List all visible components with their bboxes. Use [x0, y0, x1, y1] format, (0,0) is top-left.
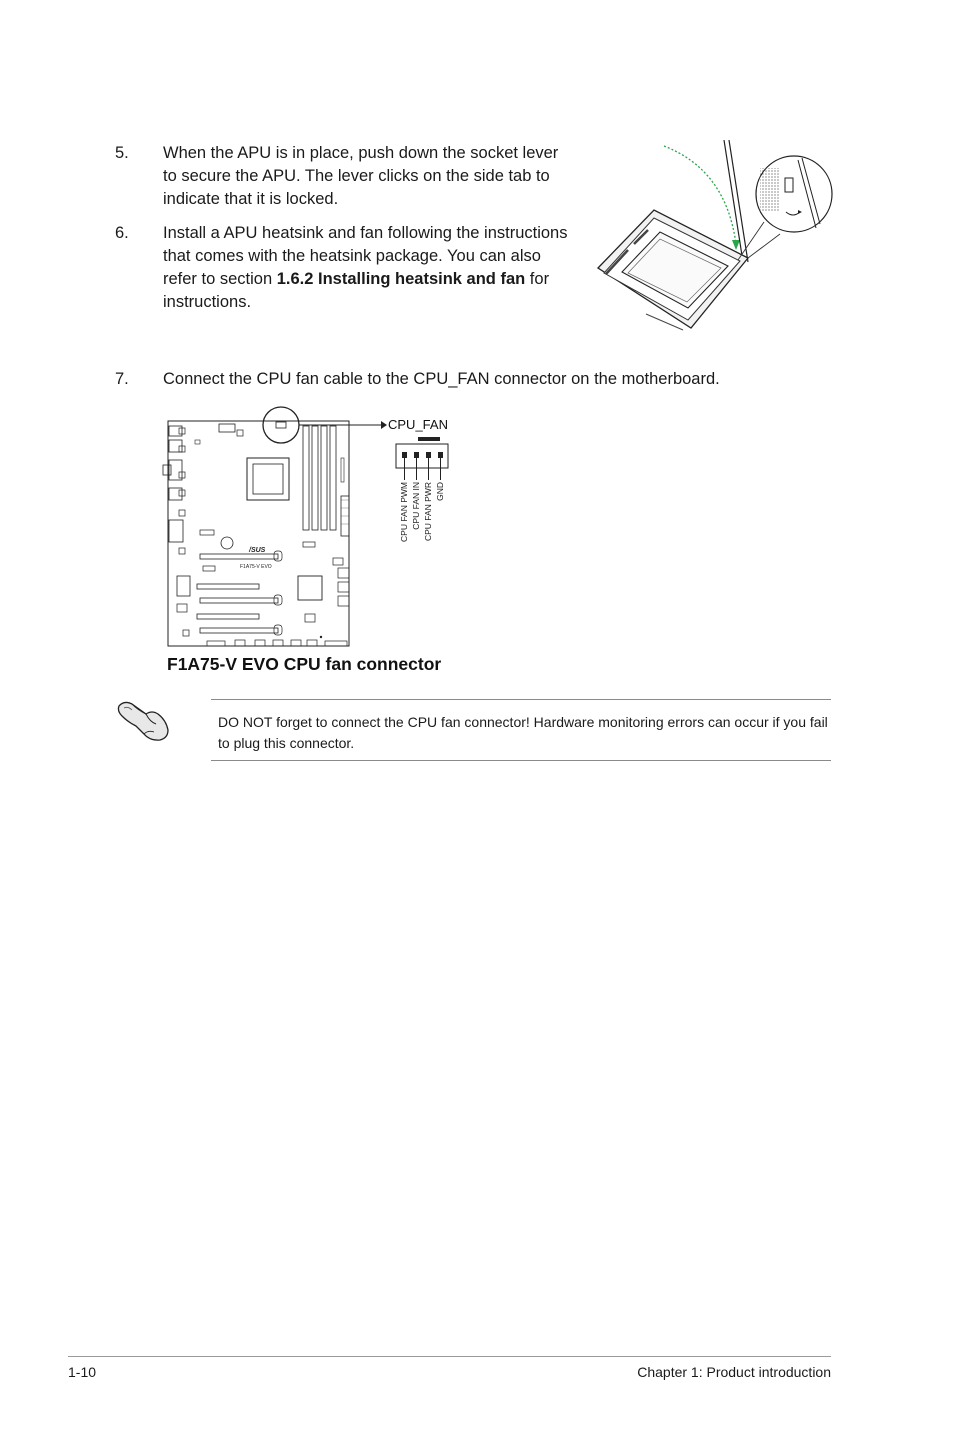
- pin-label: CPU FAN IN: [411, 482, 421, 530]
- step-number: 6.: [115, 224, 129, 242]
- pin-label: GND: [435, 482, 445, 501]
- page-number: 1-10: [68, 1364, 97, 1380]
- note-hand-icon: [116, 696, 170, 742]
- step-text: Connect the CPU fan cable to the CPU_FAN connector on the motherboard.: [163, 370, 720, 388]
- section-reference: 1.6.2 Installing heatsink and fan: [276, 270, 526, 288]
- step-text: [163, 222, 573, 314]
- step-number: 7.: [115, 370, 129, 388]
- figure-caption: F1A75-V EVO CPU fan connector: [167, 654, 442, 674]
- pin-label: CPU FAN PWR: [423, 482, 433, 542]
- connector-label: CPU_FAN: [388, 417, 448, 432]
- step-number: 5.: [115, 144, 129, 162]
- pin-label: CPU FAN PWM: [399, 482, 409, 542]
- board-logo: /SUS: [249, 547, 266, 554]
- chapter-title: Chapter 1: Product introduction: [637, 1364, 831, 1380]
- step-text-part: for instructions.: [163, 270, 550, 311]
- note-box: [211, 699, 831, 761]
- step-text-part: Install a APU heatsink and fan following the instructions that comes with the heatsink package. You can also refer to section: [163, 224, 568, 288]
- footer-divider: [68, 1356, 831, 1357]
- apu-socket-illustration: [588, 140, 838, 340]
- motherboard-diagram: [155, 400, 465, 655]
- note-text: DO NOT forget to connect the CPU fan connector! Hardware monitoring errors can occur if you fail to plug this connector.: [218, 714, 828, 751]
- board-model: F1A75-V EVO: [240, 564, 272, 570]
- step-text: When the APU is in place, push down the socket lever to secure the APU. The lever clicks on the side tab to indicate that it is locked.: [163, 144, 559, 208]
